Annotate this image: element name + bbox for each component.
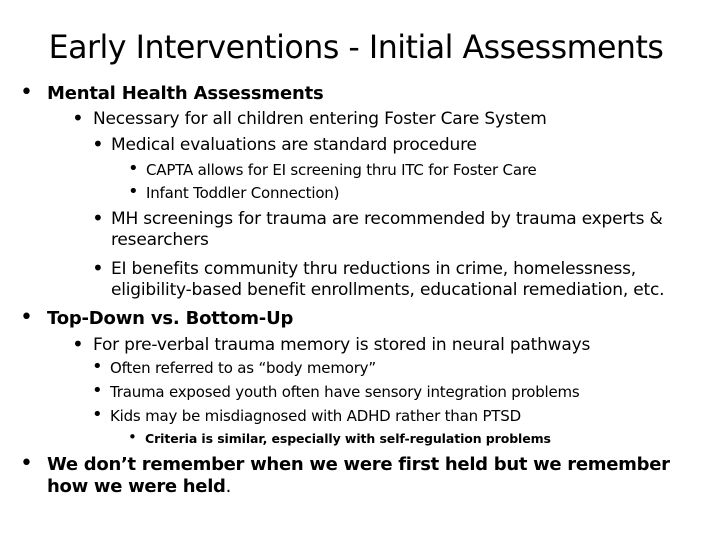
bullet-icon: •: [20, 80, 33, 105]
closing-statement-text: how we were held: [47, 476, 226, 497]
bullet-icon: •: [92, 404, 103, 425]
bullet-adhd-misdiagnosis: Kids may be misdiagnosed with ADHD rather than PTSD: [110, 407, 521, 425]
bullet-medical-evaluations: Medical evaluations are standard procedure: [111, 135, 477, 155]
bullet-pre-verbal-trauma: For pre-verbal trauma memory is stored in neural pathways: [93, 335, 591, 355]
bullet-foster-care: Necessary for all children entering Foster Care System: [93, 109, 547, 129]
closing-statement-continued: [47, 476, 231, 497]
bullet-top-down-bottom-up: Top-Down vs. Bottom-Up: [47, 308, 294, 329]
bullet-icon: •: [92, 256, 104, 280]
closing-statement: We don’t remember when we were first held but we remember: [47, 454, 670, 475]
slide-title: Early Interventions - Initial Assessments: [48, 28, 664, 66]
bullet-mental-health-assessments: Mental Health Assessments: [47, 83, 324, 104]
bullet-body-memory: Often referred to as “body memory”: [110, 359, 376, 377]
bullet-icon: •: [92, 132, 104, 156]
bullet-icon: •: [20, 305, 33, 330]
bullet-ei-benefits: EI benefits community thru reductions in crime, homelessness,: [111, 259, 636, 279]
bullet-mh-screenings: MH screenings for trauma are recommended by trauma experts &: [111, 209, 663, 229]
bullet-icon: •: [92, 356, 103, 377]
bullet-capta: CAPTA allows for EI screening thru ITC for Foster Care: [146, 161, 537, 179]
bullet-icon: •: [128, 181, 139, 202]
bullet-criteria-similar: Criteria is similar, especially with self-regulation problems: [145, 431, 551, 446]
bullet-icon: •: [92, 206, 104, 230]
bullet-icon: •: [20, 451, 33, 476]
bullet-icon: •: [72, 106, 84, 130]
bullet-icon: •: [128, 428, 137, 446]
bullet-icon: •: [128, 158, 139, 179]
bullet-mh-screenings-continued: researchers: [111, 230, 209, 250]
bullet-icon: •: [72, 332, 84, 356]
closing-period: .: [225, 476, 232, 497]
bullet-icon: •: [92, 380, 103, 401]
bullet-infant-toddler: Infant Toddler Connection): [146, 184, 340, 202]
bullet-sensory-integration: Trauma exposed youth often have sensory integration problems: [110, 383, 580, 401]
bullet-ei-benefits-continued: eligibility-based benefit enrollments, educational remediation, etc.: [111, 280, 665, 300]
